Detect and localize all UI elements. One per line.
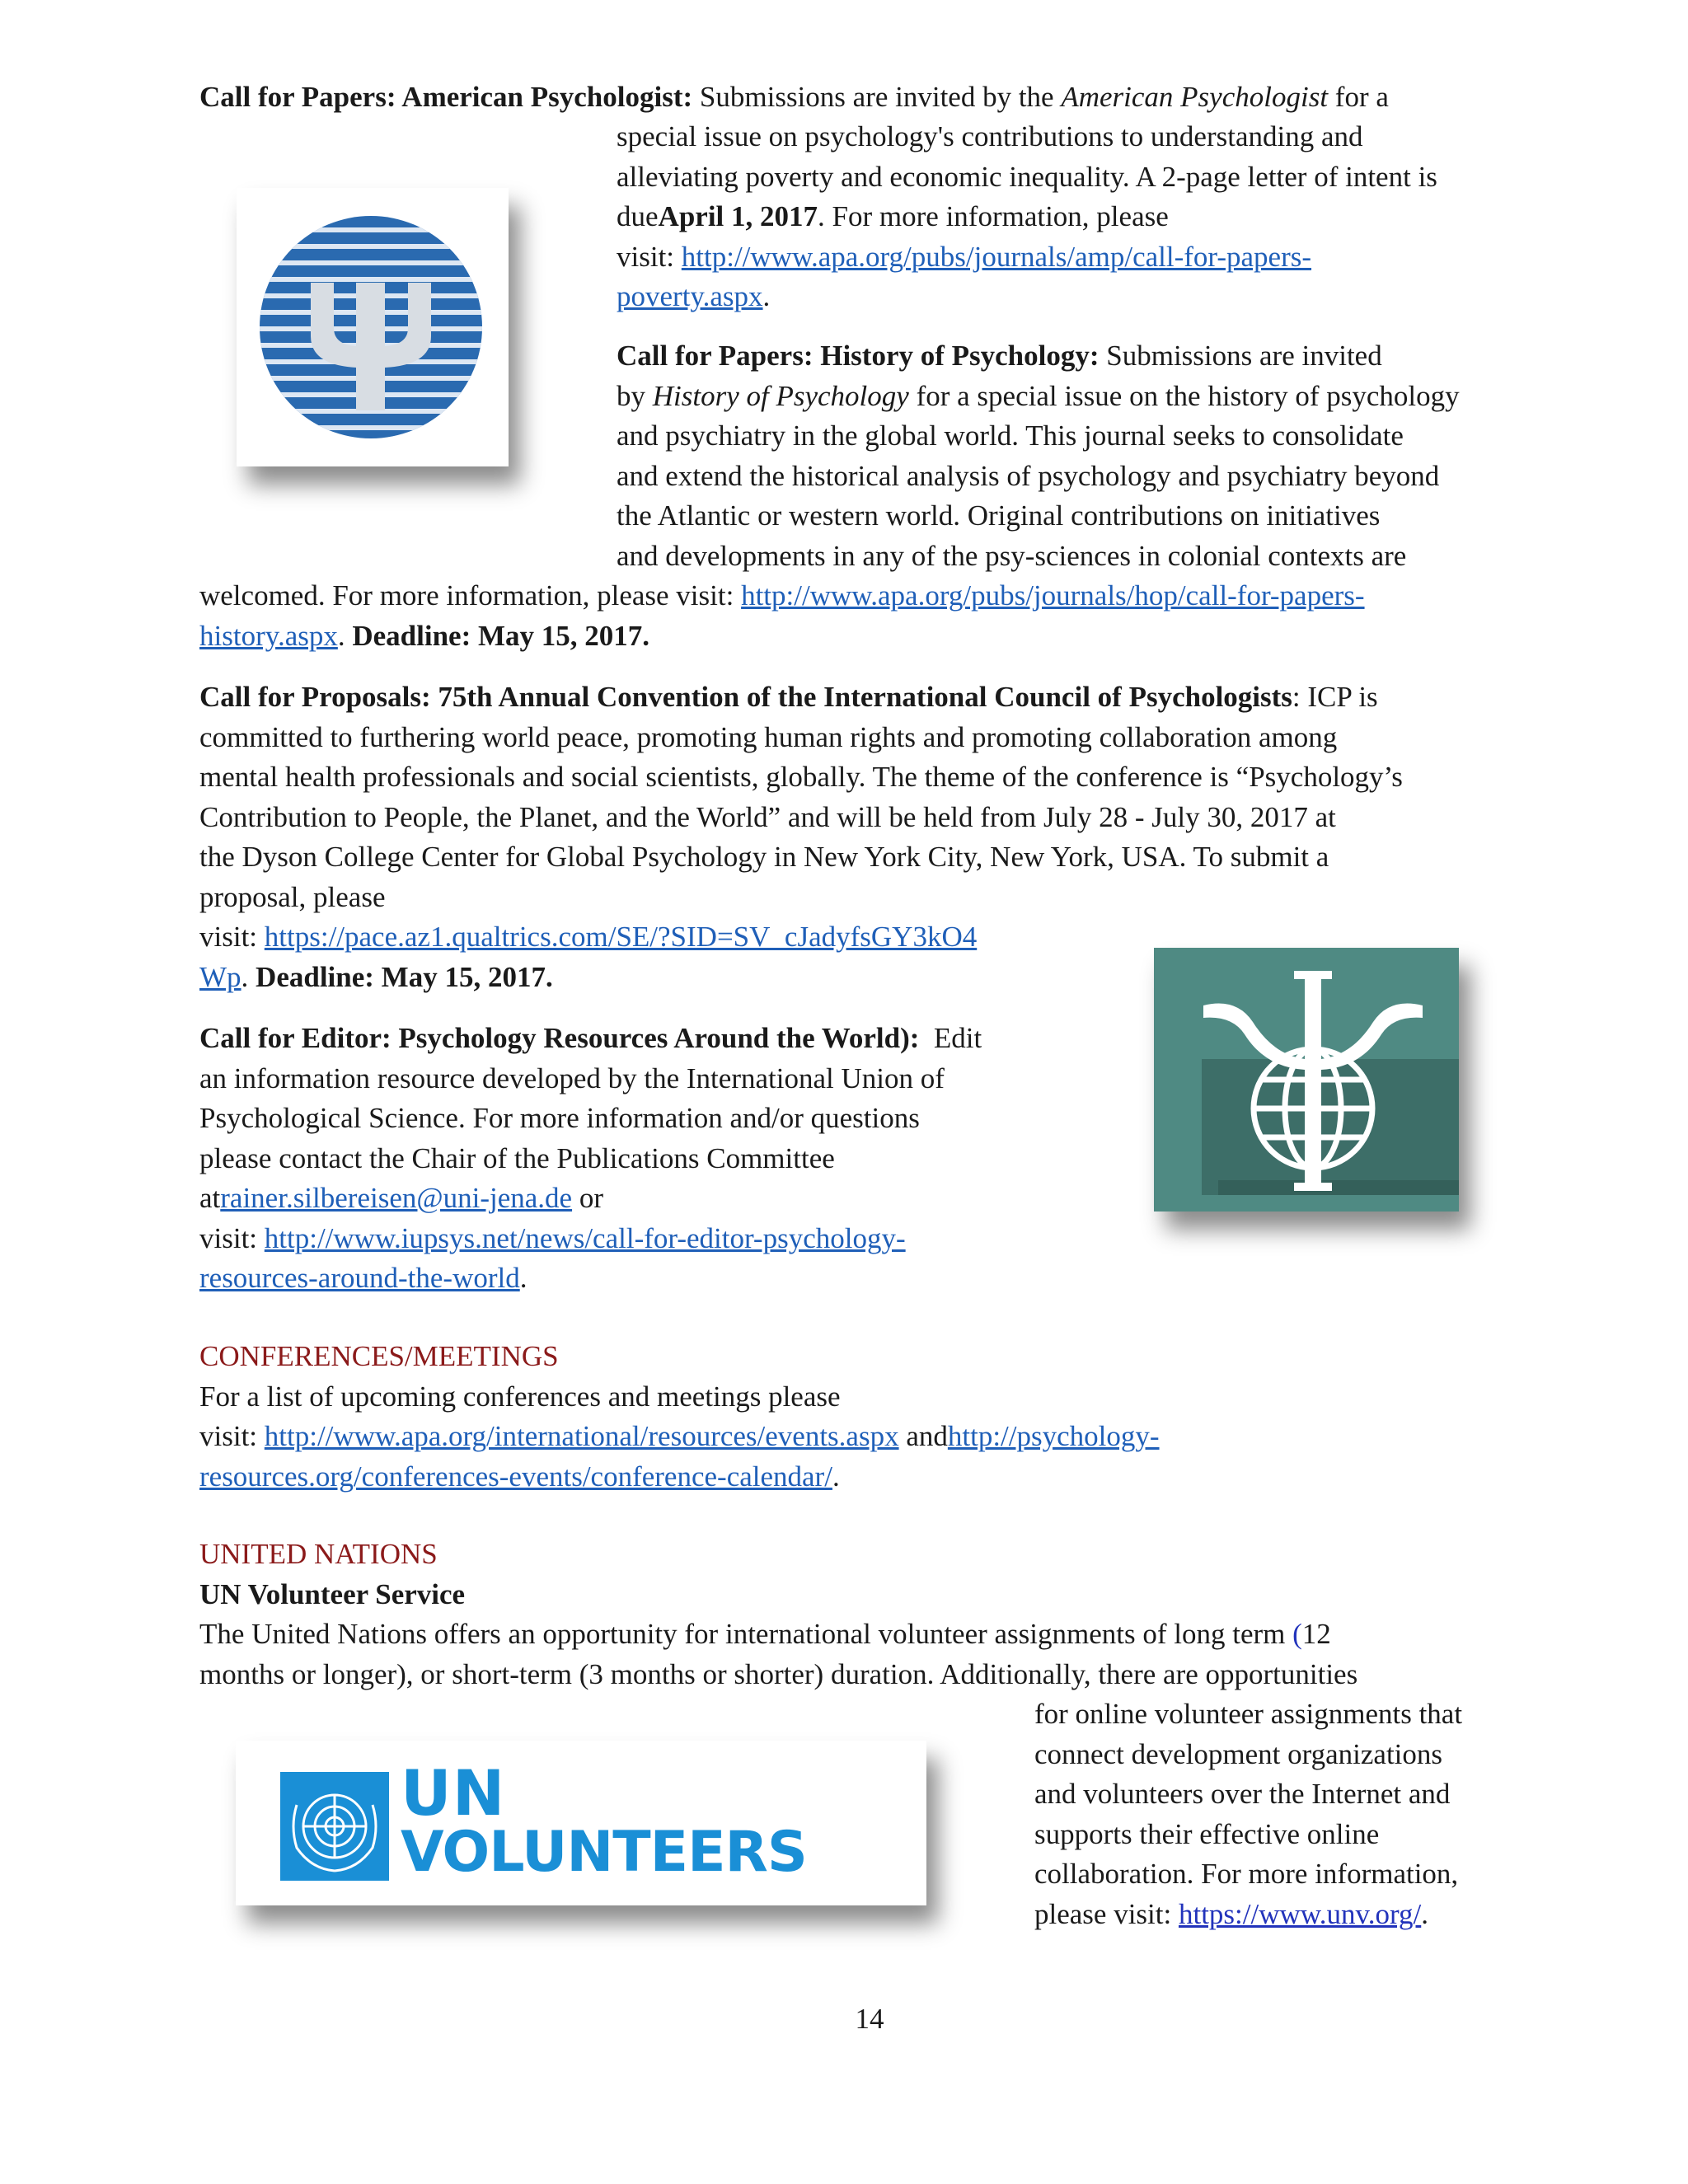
conferences-heading: CONFERENCES/MEETINGS [199,1340,559,1372]
apa-psi-icon [237,188,509,466]
un-volunteer-text: for online volunteer assignments that connect development organizations and volunteers over the Internet and supports their effective online collaboration. For more information, please visit: https://www.unv.org/. [1034,1698,1463,1930]
apa-call-block [199,77,1551,118]
apa-call-line-1: Call for Papers: American Psychologist: Submissions are invited by the American Psychologist for a [199,81,1389,113]
hop-call-tail: welcomed. For more information, please visit: http://www.apa.org/pubs/journals/hop/call-for-papers- history.aspx. Deadline: May 15, 2017. [199,579,1365,652]
apa-call-heading: Call for Papers: American Psychologist: [199,81,693,113]
iupsys-editor-link-cont[interactable]: resources-around-the-world [199,1262,520,1294]
apa-logo [237,188,509,466]
icp-qualtrics-link-cont[interactable]: Wp [199,960,241,993]
history-of-psychology-title: History of Psychology [652,379,909,412]
conference-calendar-link-cont[interactable]: resources.org/conferences-events/conference-calendar/ [199,1460,832,1493]
conference-calendar-link[interactable]: http://psychology- [947,1420,1160,1452]
united-nations-section: UNITED NATIONS UN Volunteer Service The United Nations offers an opportunity for international volunteer assignments of long term (12 months or longer), or short-term (3 months or shorter) duration. Additionally, there are opportunities [199,1535,1584,1694]
hop-history-link[interactable]: http://www.apa.org/pubs/journals/hop/call-for-papers- [741,579,1365,612]
page-number: 14 [855,2003,884,2035]
apa-call-continuation: special issue on psychology's contributions to understanding and alleviating poverty and economic inequality. A 2-page letter of intent is dueApril 1, 2017. For more information, please visit: http://www.apa.org/pubs/journals/amp/call-for-papers- poverty.aspx. [617,120,1437,312]
hop-call-block: Call for Papers: History of Psychology: Submissions are invited by History of Psychology for a special issue on the history of psychology and psychiatry in the global world. This journal seeks to consolidate and extend the historical analysis of psychology and psychiatry beyond the Atlantic or western world. Original contributions on initiatives and developments in any of the psy-sciences in colonial contexts are [617,340,1460,572]
iupsys-editor-link[interactable]: http://www.iupsys.net/news/call-for-editor-psychology- [264,1221,906,1254]
editor-call-heading: Call for Editor: Psychology Resources Around the World): [199,1022,920,1054]
icp-call-block: Call for Proposals: 75th Annual Convention of the International Council of Psychologists: ICP is committed to furthering world peace, promoting human rights and promoting collaboration among mental health professionals and social scientists, globally. The theme of the conference is “Psychology’s Contribution to People, the Planet, and the World” and will be held from July 28 - July 30, 2017 at the Dyson College Center for Global Psychology in New York City, New York, USA. To submit a proposal, please visit: https://pace.az1.qualtrics.com/SE/?SID=SV_cJadyfsGY3kO4 Wp. Deadline: May 15, 2017. [199,681,1403,993]
icp-deadline: Deadline: May 15, 2017. [256,960,553,993]
american-psychologist-title: American Psychologist [1061,81,1329,113]
apa-deadline-date: April 1, 2017 [658,200,818,232]
apa-poverty-link-cont[interactable]: poverty.aspx [617,280,763,312]
unv-link[interactable]: https://www.unv.org/ [1178,1897,1422,1930]
un-volunteers-logo [236,1741,926,1905]
hop-call-heading: Call for Papers: History of Psychology: [617,340,1100,372]
editor-call-block: Call for Editor: Psychology Resources Around the World): Edit an information resource developed by the International Union of Psychological Science. For more information and/or questions please contact the Chair of the Publications Committee atrainer.silbereisen@uni-jena.de or visit: http://www.iupsys.net/news/call-for-editor-psychology- resources-around-the-world. [199,1022,982,1294]
conferences-section: CONFERENCES/MEETINGS For a list of upcoming conferences and meetings please visit: http://www.apa.org/international/resources/events.aspx andhttp://psychology- resources.org/conferences-events/conference-calendar/. [199,1337,1584,1497]
psi-globe-icon [1154,948,1459,1212]
editor-email-link[interactable]: rainer.silbereisen@uni-jena.de [220,1182,573,1214]
hop-deadline: Deadline: May 15, 2017. [352,619,650,652]
hop-history-link-cont[interactable]: history.aspx [199,619,338,652]
iupsys-logo [1154,948,1459,1212]
apa-poverty-link[interactable]: http://www.apa.org/pubs/journals/amp/call-for-papers- [681,240,1312,273]
un-logo-wordmark: UN VOLUNTEERS [401,1756,807,1885]
un-volunteer-subheading: UN Volunteer Service [199,1577,466,1610]
united-nations-heading: UNITED NATIONS [199,1538,438,1570]
icp-qualtrics-link[interactable]: https://pace.az1.qualtrics.com/SE/?SID=SV_cJadyfsGY3kO4 [264,921,978,953]
icp-call-heading: Call for Proposals: 75th Annual Convention of the International Council of Psychologists [199,681,1292,713]
apa-events-link[interactable]: http://www.apa.org/international/resources/events.aspx [264,1420,899,1452]
